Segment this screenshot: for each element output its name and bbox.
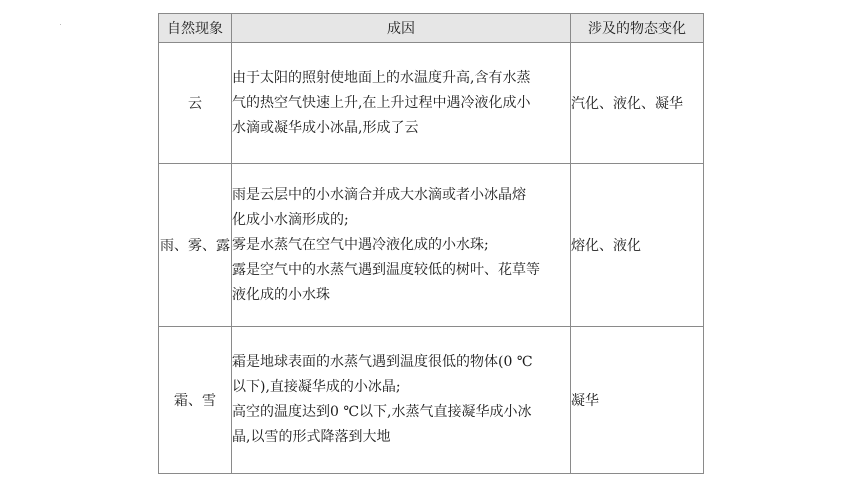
header-cause: 成因 (232, 14, 571, 43)
cause-cell (232, 164, 571, 327)
cause-line: 露是空气中的水蒸气遇到温度较低的树叶、花草等 (232, 261, 540, 278)
cause-line: 霜是地球表面的水蒸气遇到温度很低的物体(0 ℃ (232, 354, 533, 370)
cause-cell (232, 327, 571, 474)
phenomenon-cell: 云 (159, 43, 232, 164)
cause-line: 晶,以雪的形式降落到大地 (232, 429, 391, 445)
changes-cell: 熔化、液化 (571, 164, 704, 327)
cause-line: 气的热空气快速上升,在上升过程中遇冷液化成小 (232, 94, 531, 111)
header-changes: 涉及的物态变化 (571, 14, 704, 43)
cause-line: 水滴或凝华成小冰晶,形成了云 (232, 119, 419, 136)
changes-cell: 凝华 (571, 327, 704, 474)
cause-line: 高空的温度达到0 ℃以下,水蒸气直接凝华成小冰 (232, 404, 532, 420)
table-row (159, 327, 704, 474)
header-phenomenon: 自然现象 (159, 14, 232, 43)
table-row (159, 164, 704, 327)
table-row (159, 43, 704, 164)
cause-line: 化成小水滴形成的; (232, 211, 349, 228)
cause-line: 由于太阳的照射使地面上的水温度升高,含有水蒸 (232, 69, 531, 86)
cause-line: 雨是云层中的小水滴合并成大水滴或者小冰晶熔 (232, 186, 526, 203)
cause-line: 液化成的小水珠 (232, 286, 330, 303)
phenomena-table (158, 13, 704, 474)
changes-cell: 汽化、液化、凝华 (571, 43, 704, 164)
cause-cell (232, 43, 571, 164)
cause-line: 雾是水蒸气在空气中遇冷液化成的小水珠; (232, 236, 489, 253)
phenomenon-cell: 霜、雪 (159, 327, 232, 474)
cause-line: 以下),直接凝华成的小冰晶; (232, 379, 401, 395)
stray-dot (60, 24, 61, 25)
phenomenon-cell: 雨、雾、露 (159, 164, 232, 327)
table-header (159, 14, 704, 43)
